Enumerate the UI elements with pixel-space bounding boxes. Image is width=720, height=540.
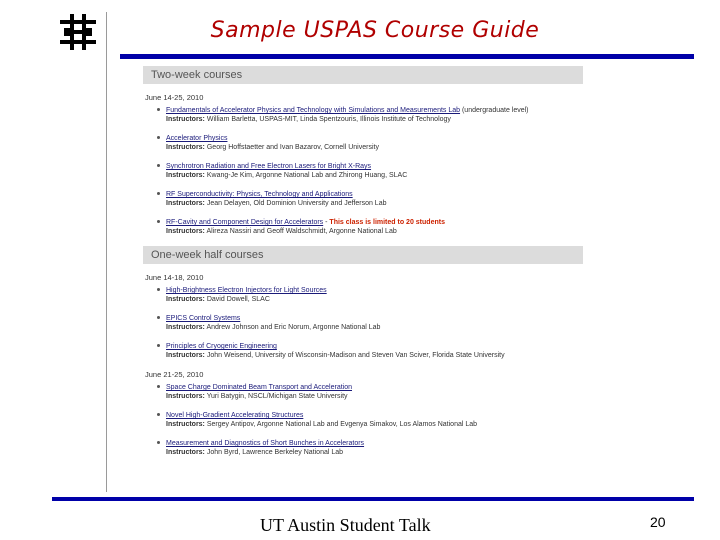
- course-title-line: [166, 411, 583, 420]
- instructors-line: [166, 143, 583, 152]
- course-title-line: [166, 342, 583, 351]
- course-title-line: [166, 218, 583, 227]
- course-item: [143, 439, 583, 457]
- course-item: [143, 190, 583, 208]
- course-title-line: [166, 190, 583, 199]
- course-note: (undergraduate level): [460, 107, 529, 114]
- date-range: June 14-25, 2010: [145, 93, 204, 102]
- page-number: 20: [650, 514, 666, 530]
- date-range: June 21-25, 2010: [145, 370, 204, 379]
- left-margin-rule: [106, 12, 107, 492]
- instructors-line: [166, 171, 583, 180]
- bullet-icon: [157, 385, 160, 388]
- bullet-icon: [157, 344, 160, 347]
- instructors-line: [166, 199, 583, 208]
- title-underline: [120, 54, 694, 59]
- course-link[interactable]: EPICS Control Systems: [166, 315, 241, 322]
- course-title-line: [166, 286, 583, 295]
- course-link[interactable]: Fundamentals of Accelerator Physics and Technology with Simulations and Measurements Lab: [166, 107, 461, 114]
- course-note: -: [323, 219, 330, 226]
- course-link[interactable]: Space Charge Dominated Beam Transport and Acceleration: [166, 384, 352, 391]
- instructors-names: Alireza Nassiri and Geoff Waldschmidt, Argonne National Lab: [204, 228, 397, 235]
- course-list: [143, 106, 583, 236]
- slide-title: Sample USPAS Course Guide: [210, 18, 540, 43]
- course-title-line: [166, 383, 583, 392]
- instructors-names: Georg Hoffstaetter and Ivan Bazarov, Cornell University: [204, 144, 379, 151]
- course-item: [143, 134, 583, 152]
- course-item: [143, 314, 583, 332]
- course-item: [143, 342, 583, 360]
- instructors-label: Instructors:: [166, 421, 205, 428]
- bullet-icon: [157, 164, 160, 167]
- instructors-names: John Weisend, University of Wisconsin-Madison and Steven Van Sciver, Florida State University: [204, 352, 505, 359]
- course-link[interactable]: Measurement and Diagnostics of Short Bunches in Accelerators: [166, 440, 365, 447]
- course-title-line: [166, 162, 583, 171]
- instructors-names: Andrew Johnson and Eric Norum, Argonne National Lab: [204, 324, 381, 331]
- bullet-icon: [157, 108, 160, 111]
- instructors-label: Instructors:: [166, 352, 205, 359]
- course-item: [143, 383, 583, 401]
- instructors-label: Instructors:: [166, 393, 205, 400]
- bullet-icon: [157, 316, 160, 319]
- section-header: One-week half courses: [143, 246, 583, 264]
- fermilab-logo-icon: [58, 12, 98, 52]
- footer-rule: [52, 497, 694, 501]
- instructors-names: Jean Delayen, Old Dominion University and Jefferson Lab: [204, 200, 387, 207]
- instructors-label: Instructors:: [166, 200, 205, 207]
- course-link[interactable]: Accelerator Physics: [166, 135, 228, 142]
- instructors-names: David Dowell, SLAC: [204, 296, 270, 303]
- instructors-names: Kwang-Je Kim, Argonne National Lab and Zhirong Huang, SLAC: [204, 172, 408, 179]
- instructors-line: [166, 323, 583, 332]
- instructors-label: Instructors:: [166, 296, 205, 303]
- footer-text: UT Austin Student Talk: [260, 515, 431, 535]
- course-link[interactable]: High-Brightness Electron Injectors for Light Sources: [166, 287, 327, 294]
- instructors-label: Instructors:: [166, 144, 205, 151]
- course-item: [143, 218, 583, 236]
- date-range: June 14-18, 2010: [145, 273, 204, 282]
- bullet-icon: [157, 288, 160, 291]
- bullet-icon: [157, 220, 160, 223]
- instructors-names: William Barletta, USPAS-MIT, Linda Spentzouris, Illinois Institute of Technology: [204, 116, 451, 123]
- instructors-label: Instructors:: [166, 116, 205, 123]
- instructors-line: [166, 295, 583, 304]
- instructors-label: Instructors:: [166, 228, 205, 235]
- course-list: [143, 383, 583, 457]
- course-link[interactable]: Novel High-Gradient Accelerating Structures: [166, 412, 304, 419]
- course-link[interactable]: RF Superconductivity: Physics, Technology and Applications: [166, 191, 353, 198]
- course-title-line: [166, 106, 583, 115]
- course-title-line: [166, 439, 583, 448]
- instructors-line: [166, 351, 583, 360]
- enrollment-limit-notice: This class is limited to 20 students: [329, 219, 445, 226]
- instructors-names: Sergey Antipov, Argonne National Lab and Evgenya Simakov, Los Alamos National Lab: [204, 421, 478, 428]
- bullet-icon: [157, 192, 160, 195]
- instructors-names: John Byrd, Lawrence Berkeley National Lab: [204, 449, 344, 456]
- instructors-line: [166, 227, 583, 236]
- bullet-icon: [157, 413, 160, 416]
- instructors-label: Instructors:: [166, 172, 205, 179]
- course-item: [143, 162, 583, 180]
- course-link[interactable]: RF-Cavity and Component Design for Accelerators: [166, 219, 324, 226]
- course-link[interactable]: Synchrotron Radiation and Free Electron Lasers for Bright X-Rays: [166, 163, 372, 170]
- bullet-icon: [157, 136, 160, 139]
- instructors-line: [166, 420, 583, 429]
- course-title-line: [166, 314, 583, 323]
- course-guide-screenshot: [143, 66, 583, 494]
- instructors-label: Instructors:: [166, 324, 205, 331]
- course-title-line: [166, 134, 583, 143]
- course-item: [143, 411, 583, 429]
- instructors-line: [166, 448, 583, 457]
- instructors-label: Instructors:: [166, 449, 205, 456]
- course-item: [143, 286, 583, 304]
- course-list: [143, 286, 583, 360]
- course-link[interactable]: Principles of Cryogenic Engineering: [166, 343, 277, 350]
- bullet-icon: [157, 441, 160, 444]
- section-header: Two-week courses: [143, 66, 583, 84]
- instructors-line: [166, 392, 583, 401]
- instructors-names: Yuri Batygin, NSCL/Michigan State University: [204, 393, 348, 400]
- instructors-line: [166, 115, 583, 124]
- course-item: [143, 106, 583, 124]
